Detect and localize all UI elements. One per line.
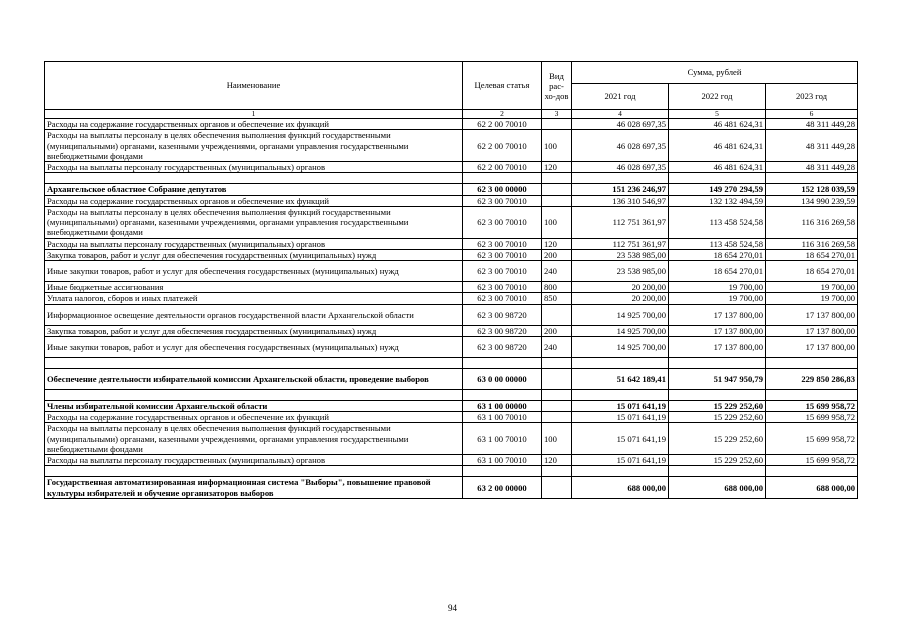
row-sum-2023: 48 311 449,28 <box>766 119 858 130</box>
row-sum-2022: 149 270 294,59 <box>669 184 766 195</box>
row-sum-2023: 229 850 286,83 <box>766 368 858 389</box>
row-expense-type: 200 <box>542 325 572 336</box>
row-sum-2021: 688 000,00 <box>572 477 669 498</box>
header-col-number: 6 <box>766 110 858 119</box>
row-target-article: 62 2 00 70010 <box>463 130 542 162</box>
row-expense-type <box>542 184 572 195</box>
row-sum-2021: 15 071 641,19 <box>572 412 669 423</box>
row-expense-type <box>542 477 572 498</box>
row-sum-2023: 17 137 800,00 <box>766 336 858 357</box>
empty-cell <box>542 466 572 477</box>
row-expense-type: 800 <box>542 282 572 293</box>
row-sum-2022: 113 458 524,58 <box>669 206 766 238</box>
row-sum-2021: 136 310 546,97 <box>572 195 669 206</box>
table-row <box>45 412 858 423</box>
row-sum-2022: 15 229 252,60 <box>669 400 766 411</box>
row-expense-type <box>542 195 572 206</box>
row-sum-2022: 688 000,00 <box>669 477 766 498</box>
empty-cell <box>572 173 669 184</box>
row-expense-type <box>542 119 572 130</box>
row-sum-2021: 151 236 246,97 <box>572 184 669 195</box>
spacer-row <box>45 389 858 400</box>
row-target-article: 62 2 00 70010 <box>463 162 542 173</box>
row-name: Иные закупки товаров, работ и услуг для обеспечения государственных (муниципальных) нужд <box>45 261 463 282</box>
row-sum-2022: 132 132 494,59 <box>669 195 766 206</box>
row-expense-type: 100 <box>542 130 572 162</box>
row-sum-2021: 46 028 697,35 <box>572 119 669 130</box>
spacer-row <box>45 466 858 477</box>
row-expense-type: 120 <box>542 162 572 173</box>
row-expense-type: 100 <box>542 423 572 455</box>
row-target-article: 62 3 00 70010 <box>463 206 542 238</box>
header-row-numbers <box>45 110 858 119</box>
row-sum-2022: 15 229 252,60 <box>669 423 766 455</box>
header-sum: Сумма, рублей <box>572 62 858 84</box>
header-col-number: 5 <box>669 110 766 119</box>
table-row <box>45 119 858 130</box>
row-sum-2023: 116 316 269,58 <box>766 238 858 249</box>
row-sum-2023: 134 990 239,59 <box>766 195 858 206</box>
empty-cell <box>463 389 542 400</box>
row-name: Расходы на выплаты персоналу в целях обеспечения выполнения функций государственными (муниципальными) органами, казенными учреждениями, органами управления государственными внебюджетными фондами <box>45 423 463 455</box>
empty-cell <box>463 173 542 184</box>
row-sum-2021: 112 751 361,97 <box>572 238 669 249</box>
row-sum-2021: 20 200,00 <box>572 282 669 293</box>
row-sum-2021: 20 200,00 <box>572 293 669 304</box>
row-sum-2022: 17 137 800,00 <box>669 304 766 325</box>
header-2021: 2021 год <box>572 84 669 110</box>
empty-cell <box>669 173 766 184</box>
row-sum-2021: 15 071 641,19 <box>572 455 669 466</box>
row-name: Расходы на выплаты персоналу в целях обеспечения выполнения функций государственными (муниципальными) органами, казенными учреждениями, органами управления государственными внебюджетными фондами <box>45 130 463 162</box>
table-row <box>45 304 858 325</box>
header-col-number: 1 <box>45 110 463 119</box>
row-sum-2021: 14 925 700,00 <box>572 325 669 336</box>
section-row <box>45 477 858 498</box>
row-target-article: 63 1 00 00000 <box>463 400 542 411</box>
row-expense-type: 200 <box>542 250 572 261</box>
table-row <box>45 293 858 304</box>
row-sum-2021: 46 028 697,35 <box>572 162 669 173</box>
row-expense-type <box>542 400 572 411</box>
row-sum-2023: 116 316 269,58 <box>766 206 858 238</box>
empty-cell <box>463 466 542 477</box>
row-target-article: 63 1 00 70010 <box>463 455 542 466</box>
header-col-number: 2 <box>463 110 542 119</box>
row-name: Расходы на содержание государственных органов и обеспечение их функций <box>45 119 463 130</box>
empty-cell <box>542 173 572 184</box>
row-name: Архангельское областное Собрание депутатов <box>45 184 463 195</box>
row-target-article: 62 3 00 70010 <box>463 293 542 304</box>
row-expense-type: 100 <box>542 206 572 238</box>
row-expense-type: 850 <box>542 293 572 304</box>
row-sum-2021: 14 925 700,00 <box>572 336 669 357</box>
header-article: Целевая статья <box>463 62 542 110</box>
row-sum-2022: 51 947 950,79 <box>669 368 766 389</box>
empty-cell <box>669 466 766 477</box>
row-sum-2021: 15 071 641,19 <box>572 400 669 411</box>
section-row <box>45 368 858 389</box>
header-col-number: 3 <box>542 110 572 119</box>
row-target-article: 62 3 00 98720 <box>463 325 542 336</box>
row-name: Расходы на выплаты персоналу государственных (муниципальных) органов <box>45 455 463 466</box>
row-sum-2022: 113 458 524,58 <box>669 238 766 249</box>
empty-cell <box>766 173 858 184</box>
empty-cell <box>463 357 542 368</box>
row-sum-2023: 18 654 270,01 <box>766 250 858 261</box>
row-expense-type: 120 <box>542 238 572 249</box>
table-row <box>45 250 858 261</box>
row-sum-2022: 15 229 252,60 <box>669 412 766 423</box>
row-target-article: 63 2 00 00000 <box>463 477 542 498</box>
table-row <box>45 455 858 466</box>
empty-cell <box>572 466 669 477</box>
row-sum-2023: 688 000,00 <box>766 477 858 498</box>
row-sum-2022: 17 137 800,00 <box>669 336 766 357</box>
row-expense-type <box>542 412 572 423</box>
row-expense-type: 240 <box>542 261 572 282</box>
row-sum-2023: 18 654 270,01 <box>766 261 858 282</box>
empty-cell <box>542 389 572 400</box>
empty-cell <box>572 389 669 400</box>
table-row <box>45 162 858 173</box>
row-sum-2023: 15 699 958,72 <box>766 400 858 411</box>
row-sum-2022: 46 481 624,31 <box>669 130 766 162</box>
table-row <box>45 206 858 238</box>
empty-cell <box>766 357 858 368</box>
header-row-top <box>45 62 858 84</box>
row-target-article: 63 1 00 70010 <box>463 412 542 423</box>
row-sum-2022: 17 137 800,00 <box>669 325 766 336</box>
row-sum-2023: 19 700,00 <box>766 282 858 293</box>
row-name: Закупка товаров, работ и услуг для обеспечения государственных (муниципальных) нужд <box>45 325 463 336</box>
row-target-article: 62 3 00 00000 <box>463 184 542 195</box>
row-target-article: 63 0 00 00000 <box>463 368 542 389</box>
section-row <box>45 184 858 195</box>
header-col-number: 4 <box>572 110 669 119</box>
row-sum-2023: 15 699 958,72 <box>766 412 858 423</box>
table-row <box>45 261 858 282</box>
row-sum-2023: 15 699 958,72 <box>766 455 858 466</box>
row-name: Уплата налогов, сборов и иных платежей <box>45 293 463 304</box>
table-row <box>45 130 858 162</box>
table-row <box>45 238 858 249</box>
empty-cell <box>45 357 463 368</box>
table-row <box>45 195 858 206</box>
row-name: Иные бюджетные ассигнования <box>45 282 463 293</box>
empty-cell <box>572 357 669 368</box>
row-expense-type <box>542 304 572 325</box>
row-sum-2023: 19 700,00 <box>766 293 858 304</box>
empty-cell <box>669 357 766 368</box>
row-target-article: 62 3 00 70010 <box>463 195 542 206</box>
row-sum-2021: 23 538 985,00 <box>572 250 669 261</box>
table-row <box>45 325 858 336</box>
row-target-article: 62 3 00 70010 <box>463 238 542 249</box>
row-target-article: 62 3 00 98720 <box>463 304 542 325</box>
row-name: Иные закупки товаров, работ и услуг для обеспечения государственных (муниципальных) нужд <box>45 336 463 357</box>
row-sum-2023: 152 128 039,59 <box>766 184 858 195</box>
empty-cell <box>766 466 858 477</box>
row-sum-2022: 19 700,00 <box>669 282 766 293</box>
row-name: Расходы на выплаты персоналу государственных (муниципальных) органов <box>45 238 463 249</box>
header-type: Вид рас-хо-дов <box>542 62 572 110</box>
row-name: Государственная автоматизированная информационная система "Выборы", повышение правовой культуры избирателей и обучение организаторов выборов <box>45 477 463 498</box>
row-name: Информационное освещение деятельности органов государственной власти Архангельской области <box>45 304 463 325</box>
row-sum-2022: 46 481 624,31 <box>669 162 766 173</box>
row-name: Расходы на содержание государственных органов и обеспечение их функций <box>45 195 463 206</box>
header-2022: 2022 год <box>669 84 766 110</box>
row-target-article: 62 3 00 70010 <box>463 261 542 282</box>
spacer-row <box>45 357 858 368</box>
empty-cell <box>766 389 858 400</box>
row-target-article: 62 3 00 70010 <box>463 250 542 261</box>
row-sum-2022: 18 654 270,01 <box>669 250 766 261</box>
row-sum-2023: 17 137 800,00 <box>766 304 858 325</box>
row-sum-2023: 48 311 449,28 <box>766 130 858 162</box>
row-sum-2021: 14 925 700,00 <box>572 304 669 325</box>
row-sum-2021: 51 642 189,41 <box>572 368 669 389</box>
row-sum-2021: 46 028 697,35 <box>572 130 669 162</box>
row-sum-2021: 23 538 985,00 <box>572 261 669 282</box>
row-sum-2023: 48 311 449,28 <box>766 162 858 173</box>
empty-cell <box>45 466 463 477</box>
empty-cell <box>45 389 463 400</box>
empty-cell <box>45 173 463 184</box>
row-target-article: 63 1 00 70010 <box>463 423 542 455</box>
row-name: Закупка товаров, работ и услуг для обеспечения государственных (муниципальных) нужд <box>45 250 463 261</box>
row-expense-type: 240 <box>542 336 572 357</box>
row-sum-2022: 19 700,00 <box>669 293 766 304</box>
budget-table <box>44 61 858 499</box>
row-target-article: 62 3 00 98720 <box>463 336 542 357</box>
row-sum-2022: 46 481 624,31 <box>669 119 766 130</box>
row-name: Обеспечение деятельности избирательной комиссии Архангельской области, проведение выборов <box>45 368 463 389</box>
empty-cell <box>669 389 766 400</box>
row-sum-2022: 15 229 252,60 <box>669 455 766 466</box>
row-sum-2021: 15 071 641,19 <box>572 423 669 455</box>
row-name: Расходы на выплаты персоналу в целях обеспечения выполнения функций государственными (муниципальными) органами, казенными учреждениями, органами управления государственными внебюджетными фондами <box>45 206 463 238</box>
row-sum-2023: 15 699 958,72 <box>766 423 858 455</box>
row-target-article: 62 3 00 70010 <box>463 282 542 293</box>
row-sum-2021: 112 751 361,97 <box>572 206 669 238</box>
row-target-article: 62 2 00 70010 <box>463 119 542 130</box>
row-name: Расходы на выплаты персоналу государственных (муниципальных) органов <box>45 162 463 173</box>
spacer-row <box>45 173 858 184</box>
row-sum-2023: 17 137 800,00 <box>766 325 858 336</box>
table-row <box>45 423 858 455</box>
empty-cell <box>542 357 572 368</box>
row-expense-type <box>542 368 572 389</box>
header-2023: 2023 год <box>766 84 858 110</box>
header-name: Наименование <box>45 62 463 110</box>
section-row <box>45 400 858 411</box>
row-name: Члены избирательной комиссии Архангельской области <box>45 400 463 411</box>
row-name: Расходы на содержание государственных органов и обеспечение их функций <box>45 412 463 423</box>
page-number: 94 <box>448 603 457 613</box>
table-row <box>45 282 858 293</box>
row-sum-2022: 18 654 270,01 <box>669 261 766 282</box>
row-expense-type: 120 <box>542 455 572 466</box>
table-row <box>45 336 858 357</box>
